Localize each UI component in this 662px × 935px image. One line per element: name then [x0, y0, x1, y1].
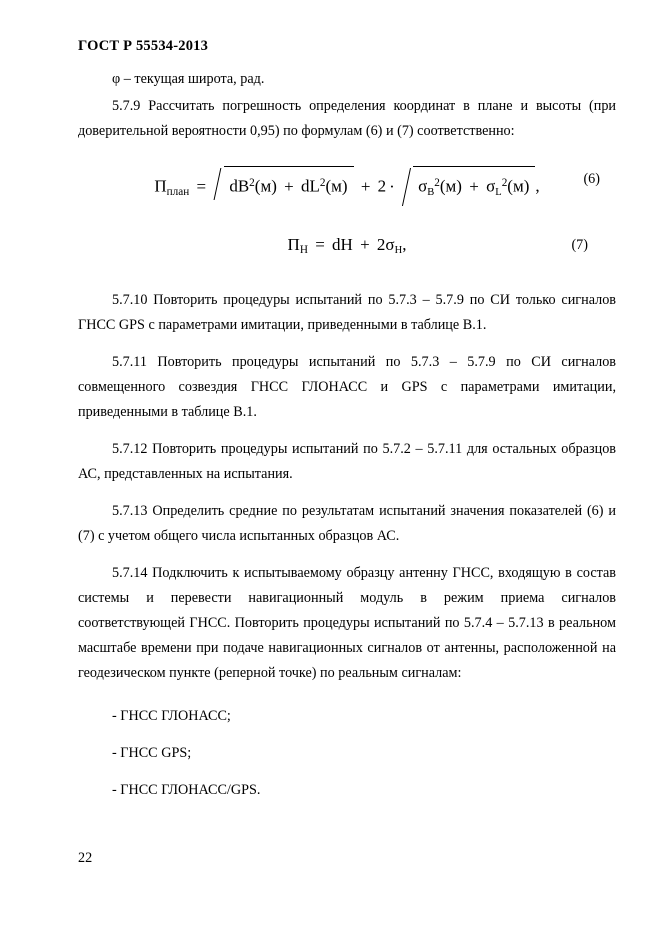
formula-7: [78, 228, 616, 268]
formula-6: [78, 162, 616, 210]
paragraph-5-7-13: 5.7.13 Определить средние по результатам испытаний значения показателей (6) и (7) с учетом общего числа испытанных образцов АС.: [78, 502, 616, 544]
formula-7-sigma: σ: [385, 234, 395, 254]
formula-6-dB: dB: [229, 176, 250, 196]
formula-6-sigma-B-arg: (м): [439, 176, 462, 196]
formula-7-coefficient: 2: [376, 234, 386, 254]
paragraph-5-7-9: 5.7.9 Рассчитать погрешность определения координат в плане и высоты (при доверительной вероятности 0,95) по формулам (6) и (7) соответственно:: [78, 98, 616, 139]
paragraph-5-7-11: 5.7.11 Повторить процедуры испытаний по 5.7.3 – 5.7.9 по СИ сигналов совмещенного созвездия ГНСС ГЛОНАСС и GPS с параметрами имитации, приведенными в таблице В.1.: [78, 353, 616, 420]
formula-6-equals: =: [196, 176, 207, 196]
formula-6-number: (6): [583, 171, 600, 187]
formula-6-sigma-L-arg: (м): [507, 176, 530, 196]
formula-6-lhs: П: [154, 176, 167, 196]
formula-6-dL-arg: (м): [325, 176, 348, 196]
list-item: - ГНСС ГЛОНАСС/GPS.: [112, 781, 261, 798]
formula-6-plus-inner-2: +: [469, 176, 479, 196]
formula-7-lhs-subscript: Н: [299, 243, 308, 256]
formula-7-equals: =: [315, 234, 325, 254]
formula-7-number: (7): [571, 236, 588, 253]
paragraph-phi-definition: φ – текущая широта, рад.: [112, 71, 265, 87]
formula-6-sigma-L: σ: [486, 176, 496, 196]
formula-6-sigma-B-subscript: B: [427, 186, 435, 198]
formula-6-plus-inner-1: +: [284, 176, 294, 196]
formula-7-lhs: П: [287, 234, 300, 254]
spacer-3: [78, 489, 616, 499]
spacer-after-formulas: [78, 278, 616, 288]
formula-6-dL: dL: [300, 176, 320, 196]
formula-6-dB-arg: (м): [254, 176, 277, 196]
paragraph-5-7-10: 5.7.10 Повторить процедуры испытаний по 5.7.3 – 5.7.9 по СИ только сигналов ГНСС GPS с параметрами имитации, приведенными в таблице В.1.: [78, 291, 616, 333]
formula-6-dB-power: 2: [249, 177, 255, 189]
formula-7-expression: [78, 228, 616, 268]
formula-6-sqrt-1: [215, 162, 353, 204]
formula-6-expression: [78, 162, 616, 210]
paragraph-5-7-14: 5.7.14 Подключить к испытываемому образцу антенну ГНСС, входящую в состав системы и перевести навигационный модуль в режим приема сигналов соответствующей ГНСС. Повторить процедуры испытаний по 5.7.4 – 5.7.13 в реальном масштабе времени при подаче навигационных сигналов от антенны, расположенной на геодезическом пункте (реперной точке) по реальным сигналам:: [78, 564, 616, 681]
page-number: 22: [78, 850, 93, 866]
spacer-2: [78, 427, 616, 437]
formula-6-sigma-L-subscript: L: [495, 186, 502, 198]
paragraph-5-7-12: 5.7.12 Повторить процедуры испытаний по 5.7.2 – 5.7.11 для остальных образцов АС, представленных на испытания.: [78, 440, 616, 482]
formula-7-sigma-subscript: Н: [394, 244, 403, 256]
spacer-5: [78, 688, 616, 704]
formula-7-dH: dH: [332, 234, 353, 254]
formula-6-plus-outer: +: [360, 176, 371, 196]
formula-6-sqrt-2: [404, 162, 535, 210]
spacer-1: [78, 340, 616, 350]
standard-header: ГОСТ Р 55534-2013: [78, 38, 209, 54]
spacer-4: [78, 551, 616, 561]
list-item: - ГНСС GPS;: [112, 744, 192, 761]
formula-6-sigma-B-power: 2: [434, 177, 440, 189]
formula-7-plus: +: [360, 234, 370, 254]
formula-6-multiply-dot: ·: [389, 176, 395, 196]
formula-6-comma: ,: [535, 176, 540, 196]
formula-6-sigma-L-power: 2: [501, 177, 508, 189]
formula-6-dL-power: 2: [319, 177, 326, 189]
formula-6-coefficient: 2: [377, 176, 387, 196]
formula-6-lhs-subscript: план: [166, 185, 190, 198]
spacer-6: [78, 731, 616, 741]
formula-7-comma: ,: [402, 234, 407, 254]
spacer-7: [78, 768, 616, 778]
list-item: - ГНСС ГЛОНАСС;: [112, 707, 231, 724]
formula-6-sigma-B: σ: [418, 176, 428, 196]
